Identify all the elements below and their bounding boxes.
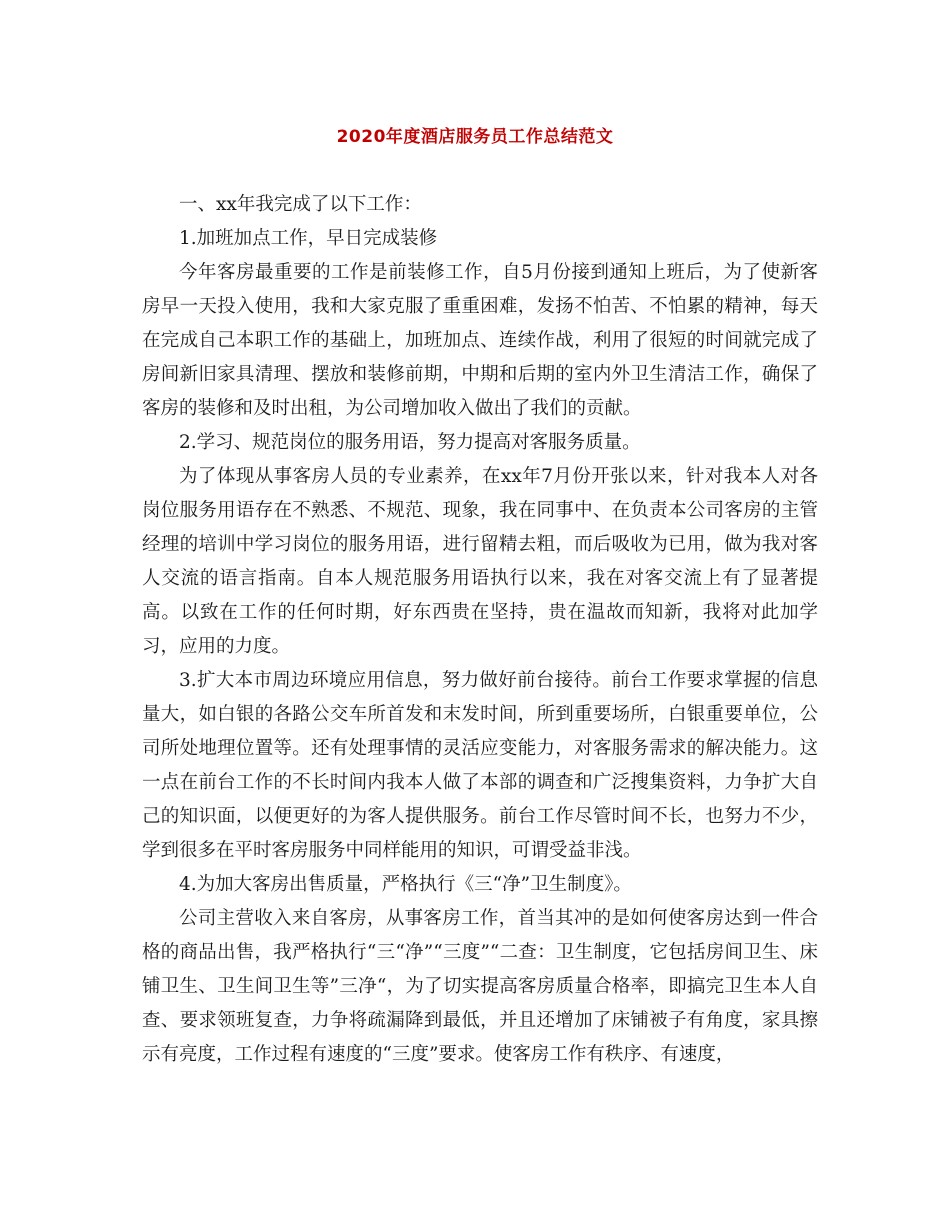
paragraph-2: 为了体现从事客房人员的专业素养，在xx年7月份开张以来，针对我本人对各岗位服务用语存在不熟悉、不规范、现象，我在同事中、在负责本公司客房的主管经理的培训中学习岗位的服务用语，进行留精去粗，而后吸收为已用，做为我对客人交流的语言指南。自本人规范服务用语执行以来，我在对客交流上有了显著提高。以致在工作的任何时期，好东西贵在坚持，贵在温故而知新，我将对此加学习，应用的力度。 <box>142 466 818 657</box>
paragraph-1: 今年客房最重要的工作是前装修工作，自5月份接到通知上班后，为了使新客房早一天投入使用，我和大家克服了重重困难，发扬不怕苦、不怕累的精神，每天在完成自己本职工作的基础上，加班加点、连续作战，利用了很短的时间就完成了房间新旧家具清理、摆放和装修前期，中期和后期的室内外卫生清洁工作，确保了客房的装修和及时出租，为公司增加收入做出了我们的贡献。 <box>142 262 818 419</box>
section-heading: 一、xx年我完成了以下工作： <box>179 194 422 215</box>
item-heading-4: 4.为加大客房出售质量，严格执行《三“净”卫生制度》。 <box>179 874 632 895</box>
item-heading-2: 2.学习、规范岗位的服务用语，努力提高对客服务质量。 <box>179 432 641 453</box>
document-body <box>142 188 818 1072</box>
paragraph-4: 公司主营收入来自客房，从事客房工作，首当其冲的是如何使客房达到一件合格的商品出售，我严格执行“三“净”“三度”“二查：卫生制度，它包括房间卫生、床铺卫生、卫生间卫生等”三净“，为了切实提高客房质量合格率，即搞完卫生本人自查、要求领班复查，力争将疏漏降到最低，并且还增加了床铺被子有角度，家具擦示有亮度，工作过程有速度的“三度”要求。使客房工作有秩序、有速度， <box>142 908 818 1065</box>
item-heading-1: 1.加班加点工作，早日完成装修 <box>179 228 438 249</box>
document-title: 2020年度酒店服务员工作总结范文 <box>336 127 614 147</box>
paragraph-3: 3.扩大本市周边环境应用信息，努力做好前台接待。前台工作要求掌握的信息量大，如白银的各路公交车所首发和末发时间，所到重要场所，白银重要单位，公司所处地理位置等。还有处理事情的灵活应变能力，对客服务需求的解决能力。这一点在前台工作的不长时间内我本人做了本部的调查和广泛搜集资料，力争扩大自己的知识面，以便更好的为客人提供服务。前台工作尽管时间不长，也努力不少，学到很多在平时客房服务中同样能用的知识，可谓受益非浅。 <box>142 670 818 861</box>
